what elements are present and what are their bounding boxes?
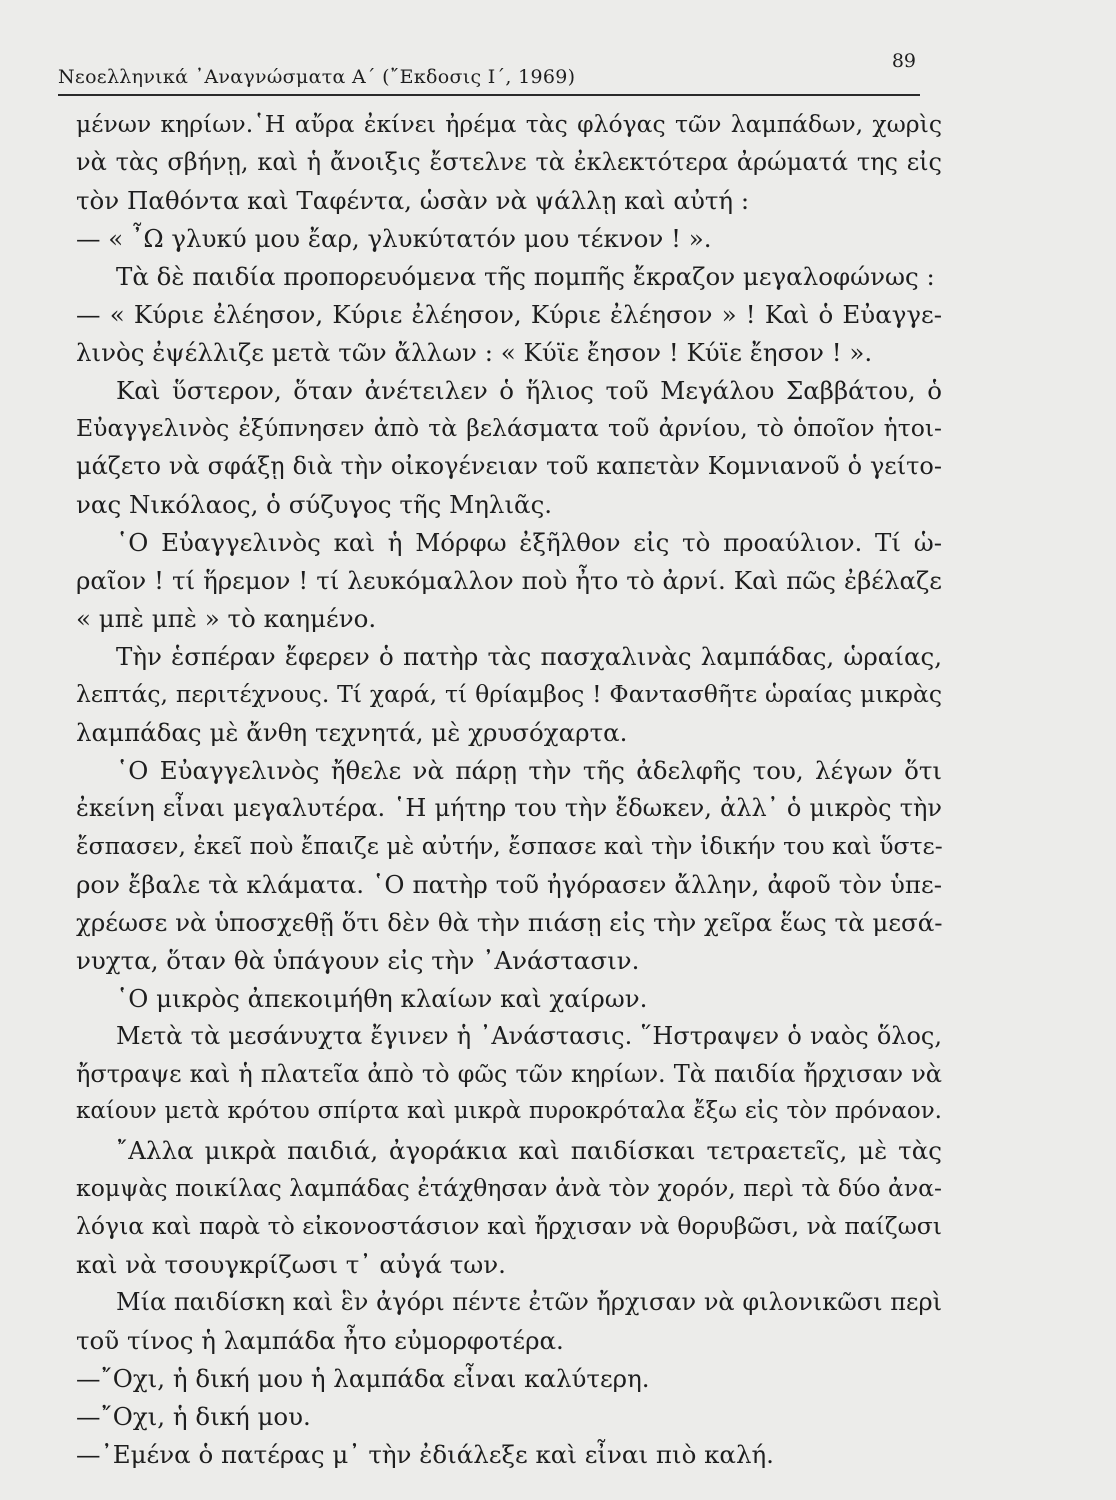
text-line: Μία παιδίσκη καὶ ἓν ἀγόρι πέντε ἐτῶν ἤρχισαν νὰ φιλονικῶσι περὶ [116, 1288, 942, 1316]
text-line: νας Νικόλαος, ὁ σύζυγος τῆς Μηλιᾶς. [76, 490, 553, 519]
text-line: ἔσπασεν, ἐκεῖ ποὺ ἔπαιζε μὲ αὐτήν, ἔσπασε καὶ τὴν ἰδικήν του καὶ ὕστε- [76, 832, 943, 860]
text-line: Τὴν ἑσπέραν ἔφερεν ὁ πατὴρ τὰς πασχαλινὰς λαμπάδας, ὡραίας, [116, 642, 942, 671]
text-line: « μπὲ μπὲ » τὸ καημένο. [76, 604, 377, 633]
header-title: Νεοελληνικά ᾿Αναγνώσματα Α΄ (῎Εκδοσις Ι΄, 1969) [58, 66, 576, 88]
text-line: —᾿Εμένα ὁ πατέρας μ᾿ τὴν ἐδιάλεξε καὶ εἶναι πιὸ καλή. [76, 1440, 774, 1469]
text-line: —῎Οχι, ἡ δική μου. [76, 1402, 311, 1431]
text-line: ῾Ο Εὐαγγελινὸς καὶ ἡ Μόρφω ἐξῆλθον εἰς τὸ προαύλιον. Τί ὡ- [116, 528, 942, 557]
text-line: λόγια καὶ παρὰ τὸ εἰκονοστάσιον καὶ ἤρχισαν νὰ θορυβῶσι, νὰ παίζωσι [76, 1212, 942, 1240]
text-line: — « ῏Ω γλυκύ μου ἔαρ, γλυκύτατόν μου τέκνον ! ». [76, 224, 712, 253]
text-line: κομψὰς ποικίλας λαμπάδας ἐτάχθησαν ἀνὰ τὸν χορόν, περὶ τὰ δύο ἀνα- [76, 1174, 942, 1202]
text-line: ἐκείνη εἶναι μεγαλυτέρα. ῾Η μήτηρ του τὴν ἔδωκεν, ἀλλ᾿ ὁ μικρὸς τὴν [76, 794, 942, 822]
text-line: τὸν Παθόντα καὶ Ταφέντα, ὡσὰν νὰ ψάλλῃ καὶ αὐτή : [76, 186, 750, 215]
text-line: ῎Αλλα μικρὰ παιδιά, ἀγοράκια καὶ παιδίσκαι τετραετεῖς, μὲ τὰς [116, 1136, 942, 1165]
text-line: ἤστραψε καὶ ἡ πλατεῖα ἀπὸ τὸ φῶς τῶν κηρίων. Τὰ παιδία ἤρχισαν νὰ [76, 1060, 942, 1088]
text-line: μένων κηρίων.῾Η αὔρα ἐκίνει ἠρέμα τὰς φλόγας τῶν λαμπάδων, χωρὶς [76, 110, 942, 138]
text-line: λαμπάδας μὲ ἄνθη τεχνητά, μὲ χρυσόχαρτα. [76, 718, 628, 747]
text-line: νυχτα, ὅταν θὰ ὑπάγουν εἰς τὴν ᾿Ανάστασιν. [76, 946, 640, 975]
text-line: Τὰ δὲ παιδία προπορευόμενα τῆς πομπῆς ἔκραζον μεγαλοφώνως : [116, 262, 935, 291]
running-header [58, 48, 920, 96]
text-line: καὶ νὰ τσουγκρίζωσι τ᾿ αὐγά των. [76, 1250, 506, 1279]
text-line: λεπτάς, περιτέχνους. Τί χαρά, τί θρίαμβος ! Φαντασθῆτε ὡραίας μικρὰς [76, 680, 942, 708]
text-line: —῎Οχι, ἡ δική μου ἡ λαμπάδα εἶναι καλύτερη. [76, 1364, 650, 1393]
text-line: Καὶ ὕστερον, ὅταν ἀνέτειλεν ὁ ἥλιος τοῦ Μεγάλου Σαββάτου, ὁ [116, 376, 942, 405]
text-line: μάζετο νὰ σφάξῃ διὰ τὴν οἰκογένειαν τοῦ καπετὰν Κομνιανοῦ ὁ γείτο- [76, 452, 942, 480]
text-line: ῾Ο Εὐαγγελινὸς ἤθελε νὰ πάρῃ τὴν τῆς ἀδελφῆς του, λέγων ὅτι [116, 756, 942, 785]
text-line: νὰ τὰς σβήνῃ, καὶ ἡ ἄνοιξις ἔστελνε τὰ ἐκλεκτότερα ἀρώματά της εἰς [76, 148, 942, 176]
page-number: 89 [891, 50, 916, 72]
text-line: Εὐαγγελινὸς ἐξύπνησεν ἀπὸ τὰ βελάσματα τοῦ ἀρνίου, τὸ ὁποῖον ἡτοι- [76, 414, 942, 442]
text-line: τοῦ τίνος ἡ λαμπάδα ἦτο εὐμορφοτέρα. [76, 1326, 564, 1355]
text-line: καίουν μετὰ κρότου σπίρτα καὶ μικρὰ πυροκρόταλα ἔξω εἰς τὸν πρόναον. [76, 1098, 942, 1124]
text-line: λινὸς ἐψέλλιζε μετὰ τῶν ἄλλων : « Κύϊε ἔησον ! Κύϊε ἔησον ! ». [76, 338, 873, 367]
text-line: χρέωσε νὰ ὑποσχεθῇ ὅτι δὲν θὰ τὴν πιάσῃ εἰς τὴν χεῖρα ἕως τὰ μεσά- [76, 908, 943, 937]
text-line: ρον ἔβαλε τὰ κλάματα. ῾Ο πατὴρ τοῦ ἠγόρασεν ἄλλην, ἀφοῦ τὸν ὑπε- [76, 870, 942, 899]
text-line: — « Κύριε ἐλέησον, Κύριε ἐλέησον, Κύριε ἐλέησον » ! Καὶ ὁ Εὐαγγε- [76, 300, 942, 329]
text-line: Μετὰ τὰ μεσάνυχτα ἔγινεν ἡ ᾿Ανάστασις. ῞Ηστραψεν ὁ ναὸς ὅλος, [116, 1022, 942, 1050]
text-line: ῾Ο μικρὸς ἀπεκοιμήθη κλαίων καὶ χαίρων. [116, 984, 648, 1013]
text-line: ραῖον ! τί ἥρεμον ! τί λευκόμαλλον ποὺ ἦτο τὸ ἀρνί. Καὶ πῶς ἐβέλαζε [76, 566, 942, 595]
